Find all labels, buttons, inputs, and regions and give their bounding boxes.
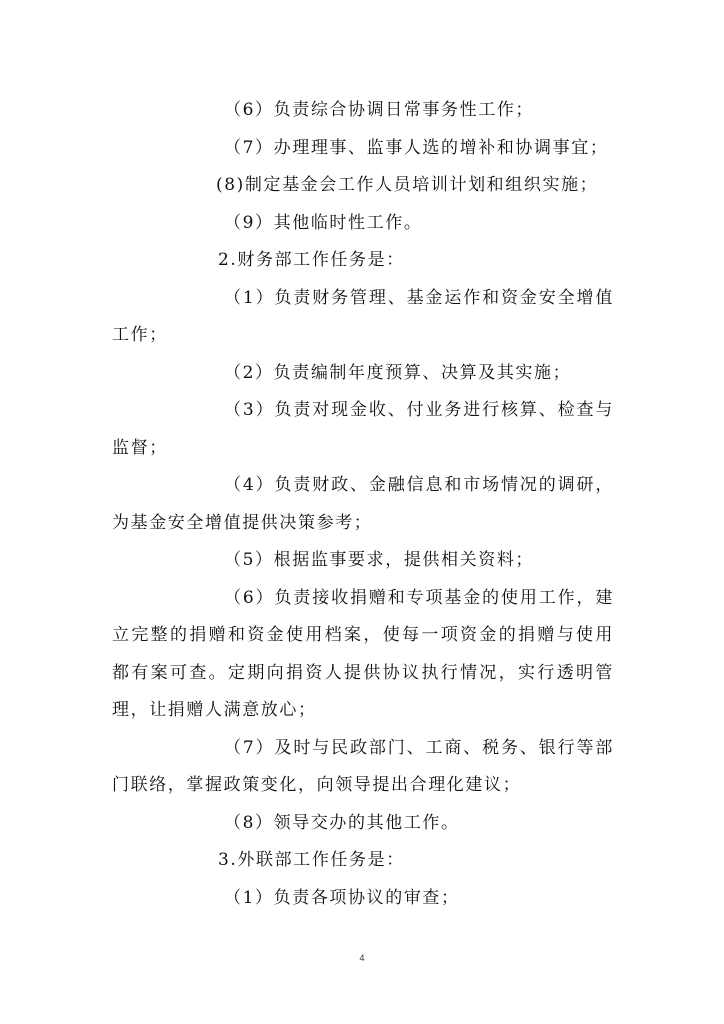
item-admin-7: （7）办理理事、监事人选的增补和协调事宜；	[224, 137, 609, 158]
item-finance-3	[0, 392, 724, 430]
item-finance-7	[0, 730, 724, 768]
item-finance-4	[0, 467, 724, 505]
item-finance-7-cont: 门联络，掌握政策变化，向领导提出合理化建议；	[112, 775, 522, 795]
item-finance-5: （5）根据监事要求，提供相关资料；	[224, 550, 535, 570]
item-admin-8: (8)制定基金会工作人员培训计划和组织实施；	[216, 175, 599, 195]
item-finance-8: （8）领导交办的其他工作。	[224, 812, 460, 833]
item-finance-6-cont-2-text: 都有案可查。定期向捐资人提供协议执行情况，实行透明管	[112, 662, 614, 683]
item-finance-3-cont: 监督；	[112, 437, 168, 458]
item-liaison-1: （1）负责各项协议的审查；	[224, 887, 460, 908]
item-finance-1	[0, 280, 724, 318]
item-finance-1-cont: 工作；	[112, 325, 168, 345]
item-admin-6: （6）负责综合协调日常事务性工作；	[224, 100, 535, 120]
page-number: 4	[359, 953, 365, 963]
item-finance-6-cont-2	[0, 655, 724, 693]
item-finance-1-text: （1）负责财务管理、基金运作和资金安全增值	[224, 287, 614, 308]
item-finance-6	[0, 580, 724, 618]
section-heading-liaison: 3.外联部工作任务是：	[218, 850, 405, 870]
section-heading-finance: 2.财务部工作任务是：	[218, 250, 405, 270]
item-finance-6-cont-3: 理，让捐赠人满意放心；	[112, 700, 317, 720]
item-finance-3-text: （3）负责对现金收、付业务进行核算、检查与	[224, 400, 614, 420]
item-finance-7-text: （7）及时与民政部门、工商、税务、银行等部	[224, 737, 614, 758]
item-finance-4-cont: 为基金安全增值提供决策参考；	[112, 512, 373, 533]
item-finance-2: （2）负责编制年度预算、决算及其实施；	[224, 362, 572, 383]
item-finance-6-cont-1	[0, 617, 724, 655]
item-finance-6-text: （6）负责接收捐赠和专项基金的使用工作，建	[224, 587, 614, 608]
item-admin-9: （9）其他临时性工作。	[224, 212, 423, 233]
item-finance-4-text: （4）负责财政、金融信息和市场情况的调研，	[224, 475, 614, 495]
document-body	[0, 92, 724, 917]
item-finance-6-cont-1-text: 立完整的捐赠和资金使用档案，使每一项资金的捐赠与使用	[112, 625, 614, 645]
